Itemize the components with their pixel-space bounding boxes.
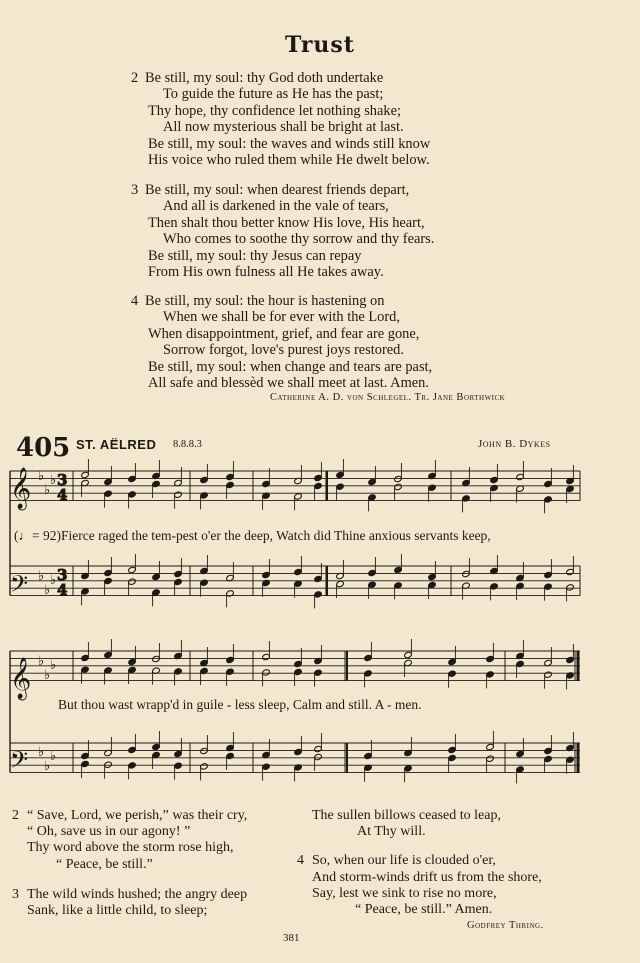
stanza-line: When disappointment, grief, and fear are gone, [148, 325, 420, 342]
tempo-marking: (♩= 92) [14, 528, 61, 543]
flat-icon: ♭ [38, 569, 45, 584]
verse-line: Say, lest we sink to rise no more, [312, 885, 497, 901]
stanza-line: His voice who ruled them while He dwelt below. [148, 152, 430, 169]
stanza-line: Thy hope, thy confidence let nothing shake; [148, 102, 401, 119]
stanza-number: 3 [131, 182, 139, 198]
time-signature-top: 3 [57, 471, 68, 489]
flat-icon: ♭ [50, 473, 57, 488]
page-number: 381 [283, 932, 300, 944]
composer-credit: John B. Dykes [478, 438, 551, 450]
stanza-line: From His own fulness all He takes away. [148, 264, 384, 281]
stanza-number: 2 [131, 70, 139, 86]
flat-icon: ♭ [50, 749, 57, 764]
flat-icon: ♭ [44, 759, 51, 774]
stanza-line: Be still, my soul: thy Jesus can repay [148, 247, 362, 264]
verse-line: The wild winds hushed; the angry deep [27, 886, 248, 902]
flat-icon: ♭ [44, 668, 51, 683]
page-title: Trust [285, 32, 355, 58]
verse-line: “ Peace, be still.” Amen. [355, 902, 493, 918]
bottom-verses-left [12, 808, 247, 919]
bottom-verses-right [297, 808, 542, 918]
verse-line: “ Peace, be still.” [56, 856, 153, 872]
flat-icon: ♭ [38, 745, 45, 760]
stanza-line: To guide the future as He has the past; [163, 86, 384, 103]
verse-line: “ Save, Lord, we perish,” was their cry, [27, 808, 248, 823]
verse-number: 2 [12, 808, 19, 823]
verse-line: Thy word above the storm rose high, [27, 840, 234, 856]
stanza-line: Be still, my soul: thy God doth undertake [145, 70, 384, 86]
verse-number: 4 [297, 853, 304, 869]
verse-line: The sullen billows ceased to leap, [312, 808, 501, 823]
flat-icon: ♭ [50, 573, 57, 588]
verse-line: So, when our life is clouded o'er, [312, 853, 496, 869]
lyrics-line [14, 528, 491, 544]
stanza-line: All safe and blessèd we shall meet at last. Amen. [148, 375, 429, 392]
stanza-number: 4 [131, 293, 139, 309]
notes [57, 459, 574, 783]
stanza-line: Sorrow forgot, love's purest joys restored. [163, 342, 404, 359]
stanza-line: Be still, my soul: the waves and winds still know [148, 135, 431, 152]
author-credit: Catherine A. D. von Schlegel. Tr. Jane Borthwick [270, 392, 506, 403]
tune-name: ST. AËLRED [76, 437, 157, 452]
verse-line: Sank, like a little child, to sleep; [27, 903, 208, 919]
verse-number: 3 [12, 886, 19, 902]
lyrics-line: But thou wast wrapp'd in guile - less sleep, Calm and still. A - men. [58, 697, 422, 712]
verse-line: At Thy will. [357, 824, 426, 840]
time-signature-top: 3 [57, 566, 68, 584]
stanza-line: Then shalt thou better know His love, His heart, [148, 214, 425, 231]
bass-clef-icon: 𝄢 [10, 746, 29, 779]
flat-icon: ♭ [44, 583, 51, 598]
stanza-line: Be still, my soul: the hour is hastening on [145, 293, 385, 309]
verse-line: “ Oh, save us in our agony! ” [27, 824, 191, 840]
meter: 8.8.8.3 [173, 439, 202, 450]
stanza-line: And all is darkened in the vale of tears, [163, 198, 389, 215]
hymn-number: 405 [16, 433, 71, 463]
stanza-line: Be still, my soul: when dearest friends depart, [145, 182, 410, 198]
author-credit: Godfrey Thring. [467, 920, 544, 931]
clefs [10, 467, 31, 779]
stanza-line: Be still, my soul: when change and tears are past, [148, 358, 433, 375]
treble-clef-icon: 𝄞 [10, 658, 32, 699]
stanza-line: Who comes to soothe thy sorrow and thy fears. [163, 231, 435, 248]
treble-clef-icon: 𝄞 [10, 468, 32, 509]
time-signature-bottom: 4 [57, 486, 68, 504]
lyrics-text: Fierce raged the tem-pest o'er the deep, Watch did Thine anxious servants keep, [60, 528, 491, 543]
bass-clef-icon: 𝄢 [10, 570, 29, 603]
flat-icon: ♭ [38, 654, 45, 669]
stanza-line: When we shall be for ever with the Lord, [163, 309, 400, 326]
flat-icon: ♭ [50, 658, 57, 673]
stanza-line: All now mysterious shall be bright at last. [163, 119, 404, 136]
key-signatures [38, 469, 56, 774]
flat-icon: ♭ [44, 483, 51, 498]
staff-lines [10, 471, 580, 773]
flat-icon: ♭ [38, 469, 45, 484]
verse-line: And storm-winds drift us from the shore, [312, 869, 542, 885]
time-signature-bottom: 4 [57, 581, 68, 599]
